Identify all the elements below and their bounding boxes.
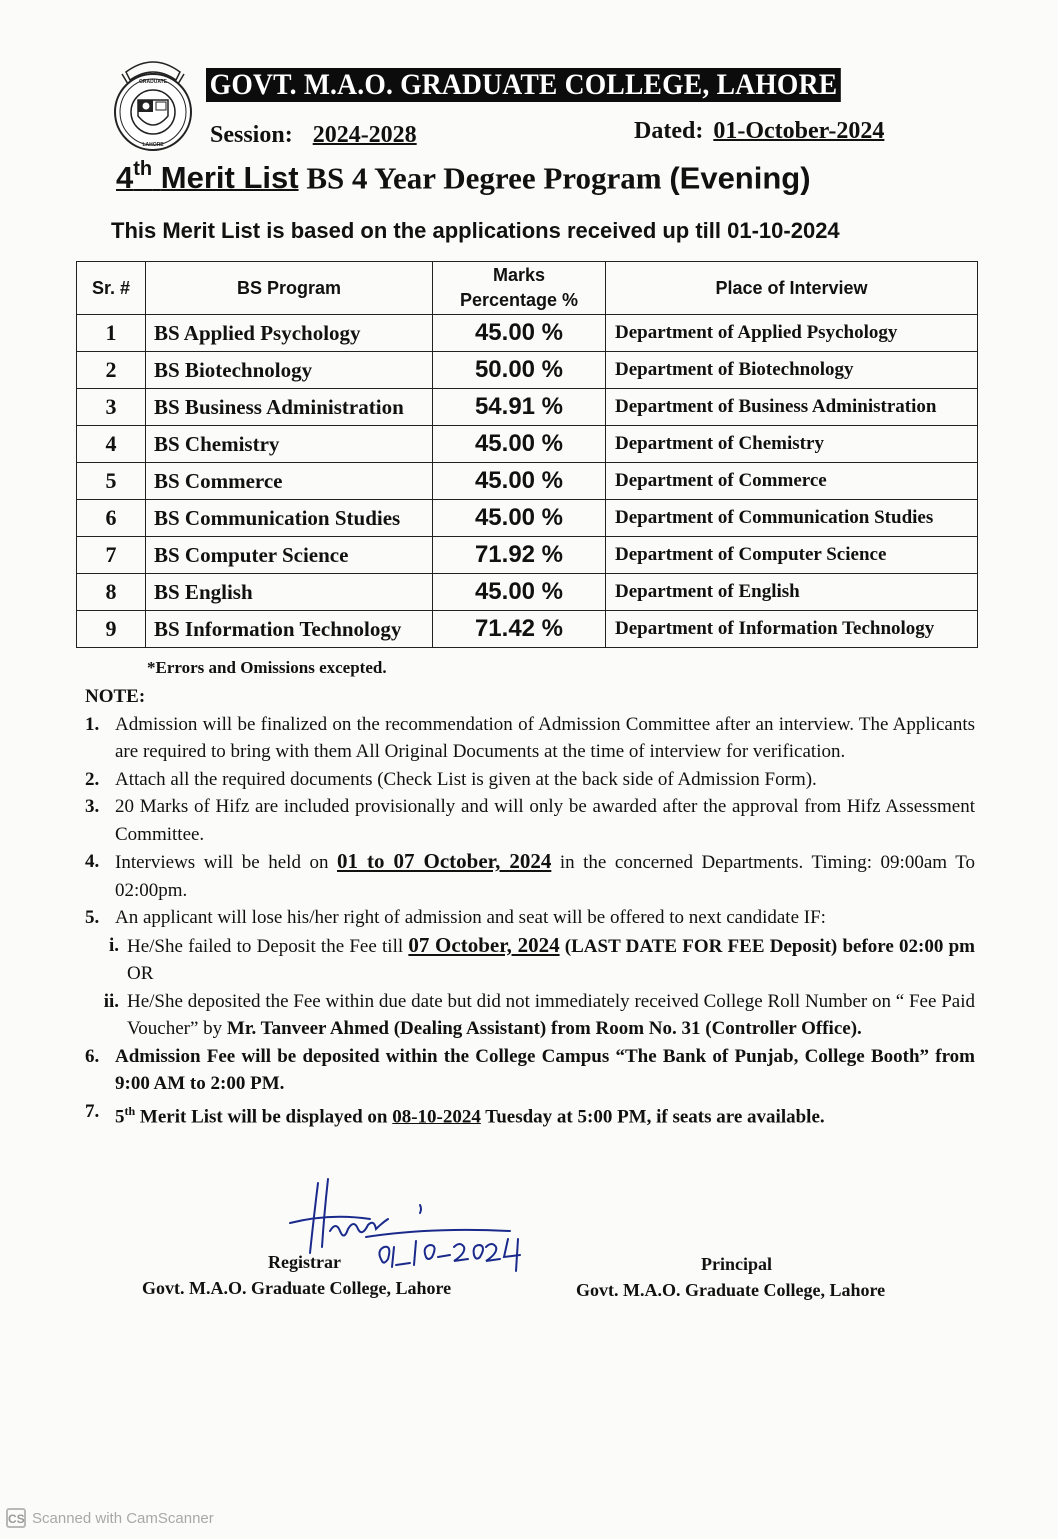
table-row xyxy=(77,611,978,648)
cell-sr: 9 xyxy=(77,611,146,648)
merit-table xyxy=(76,261,978,648)
svg-text:LAHORE: LAHORE xyxy=(142,142,164,148)
cell-sr: 5 xyxy=(77,463,146,500)
table-row xyxy=(77,537,978,574)
merit-list-ordinal: 4th Merit List xyxy=(116,158,299,196)
shift-label: (Evening) xyxy=(669,160,811,196)
cell-sr: 2 xyxy=(77,352,146,389)
col-header-place: Place of Interview xyxy=(606,262,978,315)
cell-sr: 7 xyxy=(77,537,146,574)
cell-sr: 3 xyxy=(77,389,146,426)
col-header-program: BS Program xyxy=(146,262,433,315)
errors-omissions-note: *Errors and Omissions excepted. xyxy=(147,658,387,677)
note-item: 4. Interviews will be held on 01 to 07 October, 2024 in the concerned Departments. Timing: 09:00am To 02:00pm. xyxy=(85,849,975,901)
cell-sr: 8 xyxy=(77,574,146,611)
cell-place: Department of Applied Psychology xyxy=(606,315,978,352)
note-item: 7. 5th Merit List will be displayed on 08-10-2024 Tuesday at 5:00 PM, if seats are available. xyxy=(85,1100,825,1127)
note-subitem: ii. He/She deposited the Fee within due date but did not immediately received College Roll Number on “ Fee Paid Voucher” by Mr. Tanveer Ahmed (Dealing Assistant) from Room No. 31 (Controller Office). xyxy=(103,990,975,1039)
camscanner-logo-icon: CS xyxy=(6,1508,26,1528)
cell-percentage: 50.00 % xyxy=(433,352,606,389)
cell-place: Department of Computer Science xyxy=(606,537,978,574)
cell-percentage: 45.00 % xyxy=(433,574,606,611)
table-row xyxy=(77,426,978,463)
cell-place: Department of Biotechnology xyxy=(606,352,978,389)
cell-place: Department of Information Technology xyxy=(606,611,978,648)
svg-text:GRADUATE: GRADUATE xyxy=(139,79,167,85)
note-item: 2. Attach all the required documents (Check List is given at the back side of Admission Form). xyxy=(85,768,817,790)
session-value: 2024-2028 xyxy=(312,122,417,148)
program-name: BS 4 Year Degree Program xyxy=(306,160,662,196)
note-item: 5. An applicant will lose his/her right of admission and seat will be offered to next candidate IF: xyxy=(85,907,826,928)
table-row xyxy=(77,463,978,500)
dated xyxy=(634,118,884,145)
cell-place: Department of Commerce xyxy=(606,463,978,500)
note-item: 1. Admission will be finalized on the recommendation of Admission Committee after an interview. The Applicants are required to bring with them All Original Documents at the time of interview for verification. xyxy=(85,713,975,762)
scanner-watermark xyxy=(6,1508,214,1528)
table-row xyxy=(77,500,978,537)
col-header-sr: Sr. # xyxy=(77,262,146,315)
cell-percentage: 45.00 % xyxy=(433,500,606,537)
dated-label: Dated: xyxy=(634,118,704,144)
principal-org: Govt. M.A.O. Graduate College, Lahore xyxy=(576,1280,886,1300)
registrar-org: Govt. M.A.O. Graduate College, Lahore xyxy=(142,1278,452,1298)
cell-program: BS Biotechnology xyxy=(146,352,433,389)
table-header-row xyxy=(77,262,978,315)
cell-place: Department of Business Administration xyxy=(606,389,978,426)
session xyxy=(210,122,417,149)
session-label: Session: xyxy=(210,122,293,148)
table-row xyxy=(77,315,978,352)
cell-percentage: 71.42 % xyxy=(433,611,606,648)
note-item: 3. 20 Marks of Hifz are included provisionally and will only be awarded after the approval from Hifz Assessment Committee. xyxy=(85,796,975,845)
cell-program: BS Business Administration xyxy=(146,389,433,426)
cell-percentage: 45.00 % xyxy=(433,426,606,463)
page-title xyxy=(116,160,811,196)
cell-place: Department of Chemistry xyxy=(606,426,978,463)
cell-program: BS Applied Psychology xyxy=(146,315,433,352)
cell-program: BS Computer Science xyxy=(146,537,433,574)
table-row xyxy=(77,352,978,389)
college-name-banner: GOVT. M.A.O. GRADUATE COLLEGE, LAHORE xyxy=(206,68,841,102)
watermark-text: Scanned with CamScanner xyxy=(32,1509,214,1527)
cell-sr: 6 xyxy=(77,500,146,537)
cell-program: BS Commerce xyxy=(146,463,433,500)
cell-percentage: 54.91 % xyxy=(433,389,606,426)
cell-program: BS English xyxy=(146,574,433,611)
cell-percentage: 45.00 % xyxy=(433,463,606,500)
subtitle: This Merit List is based on the applications received up till 01-10-2024 xyxy=(111,218,840,243)
cell-program: BS Communication Studies xyxy=(146,500,433,537)
crest-icon xyxy=(108,50,198,154)
cell-program: BS Information Technology xyxy=(146,611,433,648)
interview-dates: 01 to 07 October, 2024 xyxy=(336,849,552,873)
note-item: 6. Admission Fee will be deposited within the College Campus “The Bank of Punjab, College Booth” from 9:00 AM to 2:00 PM. xyxy=(85,1045,975,1094)
table-row xyxy=(77,389,978,426)
cell-percentage: 45.00 % xyxy=(433,315,606,352)
col-header-marks: Marks Percentage % xyxy=(433,262,606,315)
cell-place: Department of English xyxy=(606,574,978,611)
dated-value: 01-October-2024 xyxy=(713,118,885,144)
college-logo xyxy=(108,50,198,154)
registrar-label: Registrar xyxy=(268,1252,341,1272)
cell-sr: 4 xyxy=(77,426,146,463)
cell-sr: 1 xyxy=(77,315,146,352)
notes-section xyxy=(85,683,975,1130)
table-row xyxy=(77,574,978,611)
fee-deadline: 07 October, 2024 xyxy=(408,932,560,957)
next-list-date: 08-10-2024 xyxy=(392,1105,481,1127)
cell-place: Department of Communication Studies xyxy=(606,500,978,537)
cell-percentage: 71.92 % xyxy=(433,537,606,574)
principal-label: Principal xyxy=(701,1254,772,1274)
notes-heading: NOTE: xyxy=(85,686,146,707)
note-subitem: i. He/She failed to Deposit the Fee till 07 October, 2024 (LAST DATE FOR FEE Deposit) before 02:00 pm OR xyxy=(108,932,975,984)
cell-program: BS Chemistry xyxy=(146,426,433,463)
